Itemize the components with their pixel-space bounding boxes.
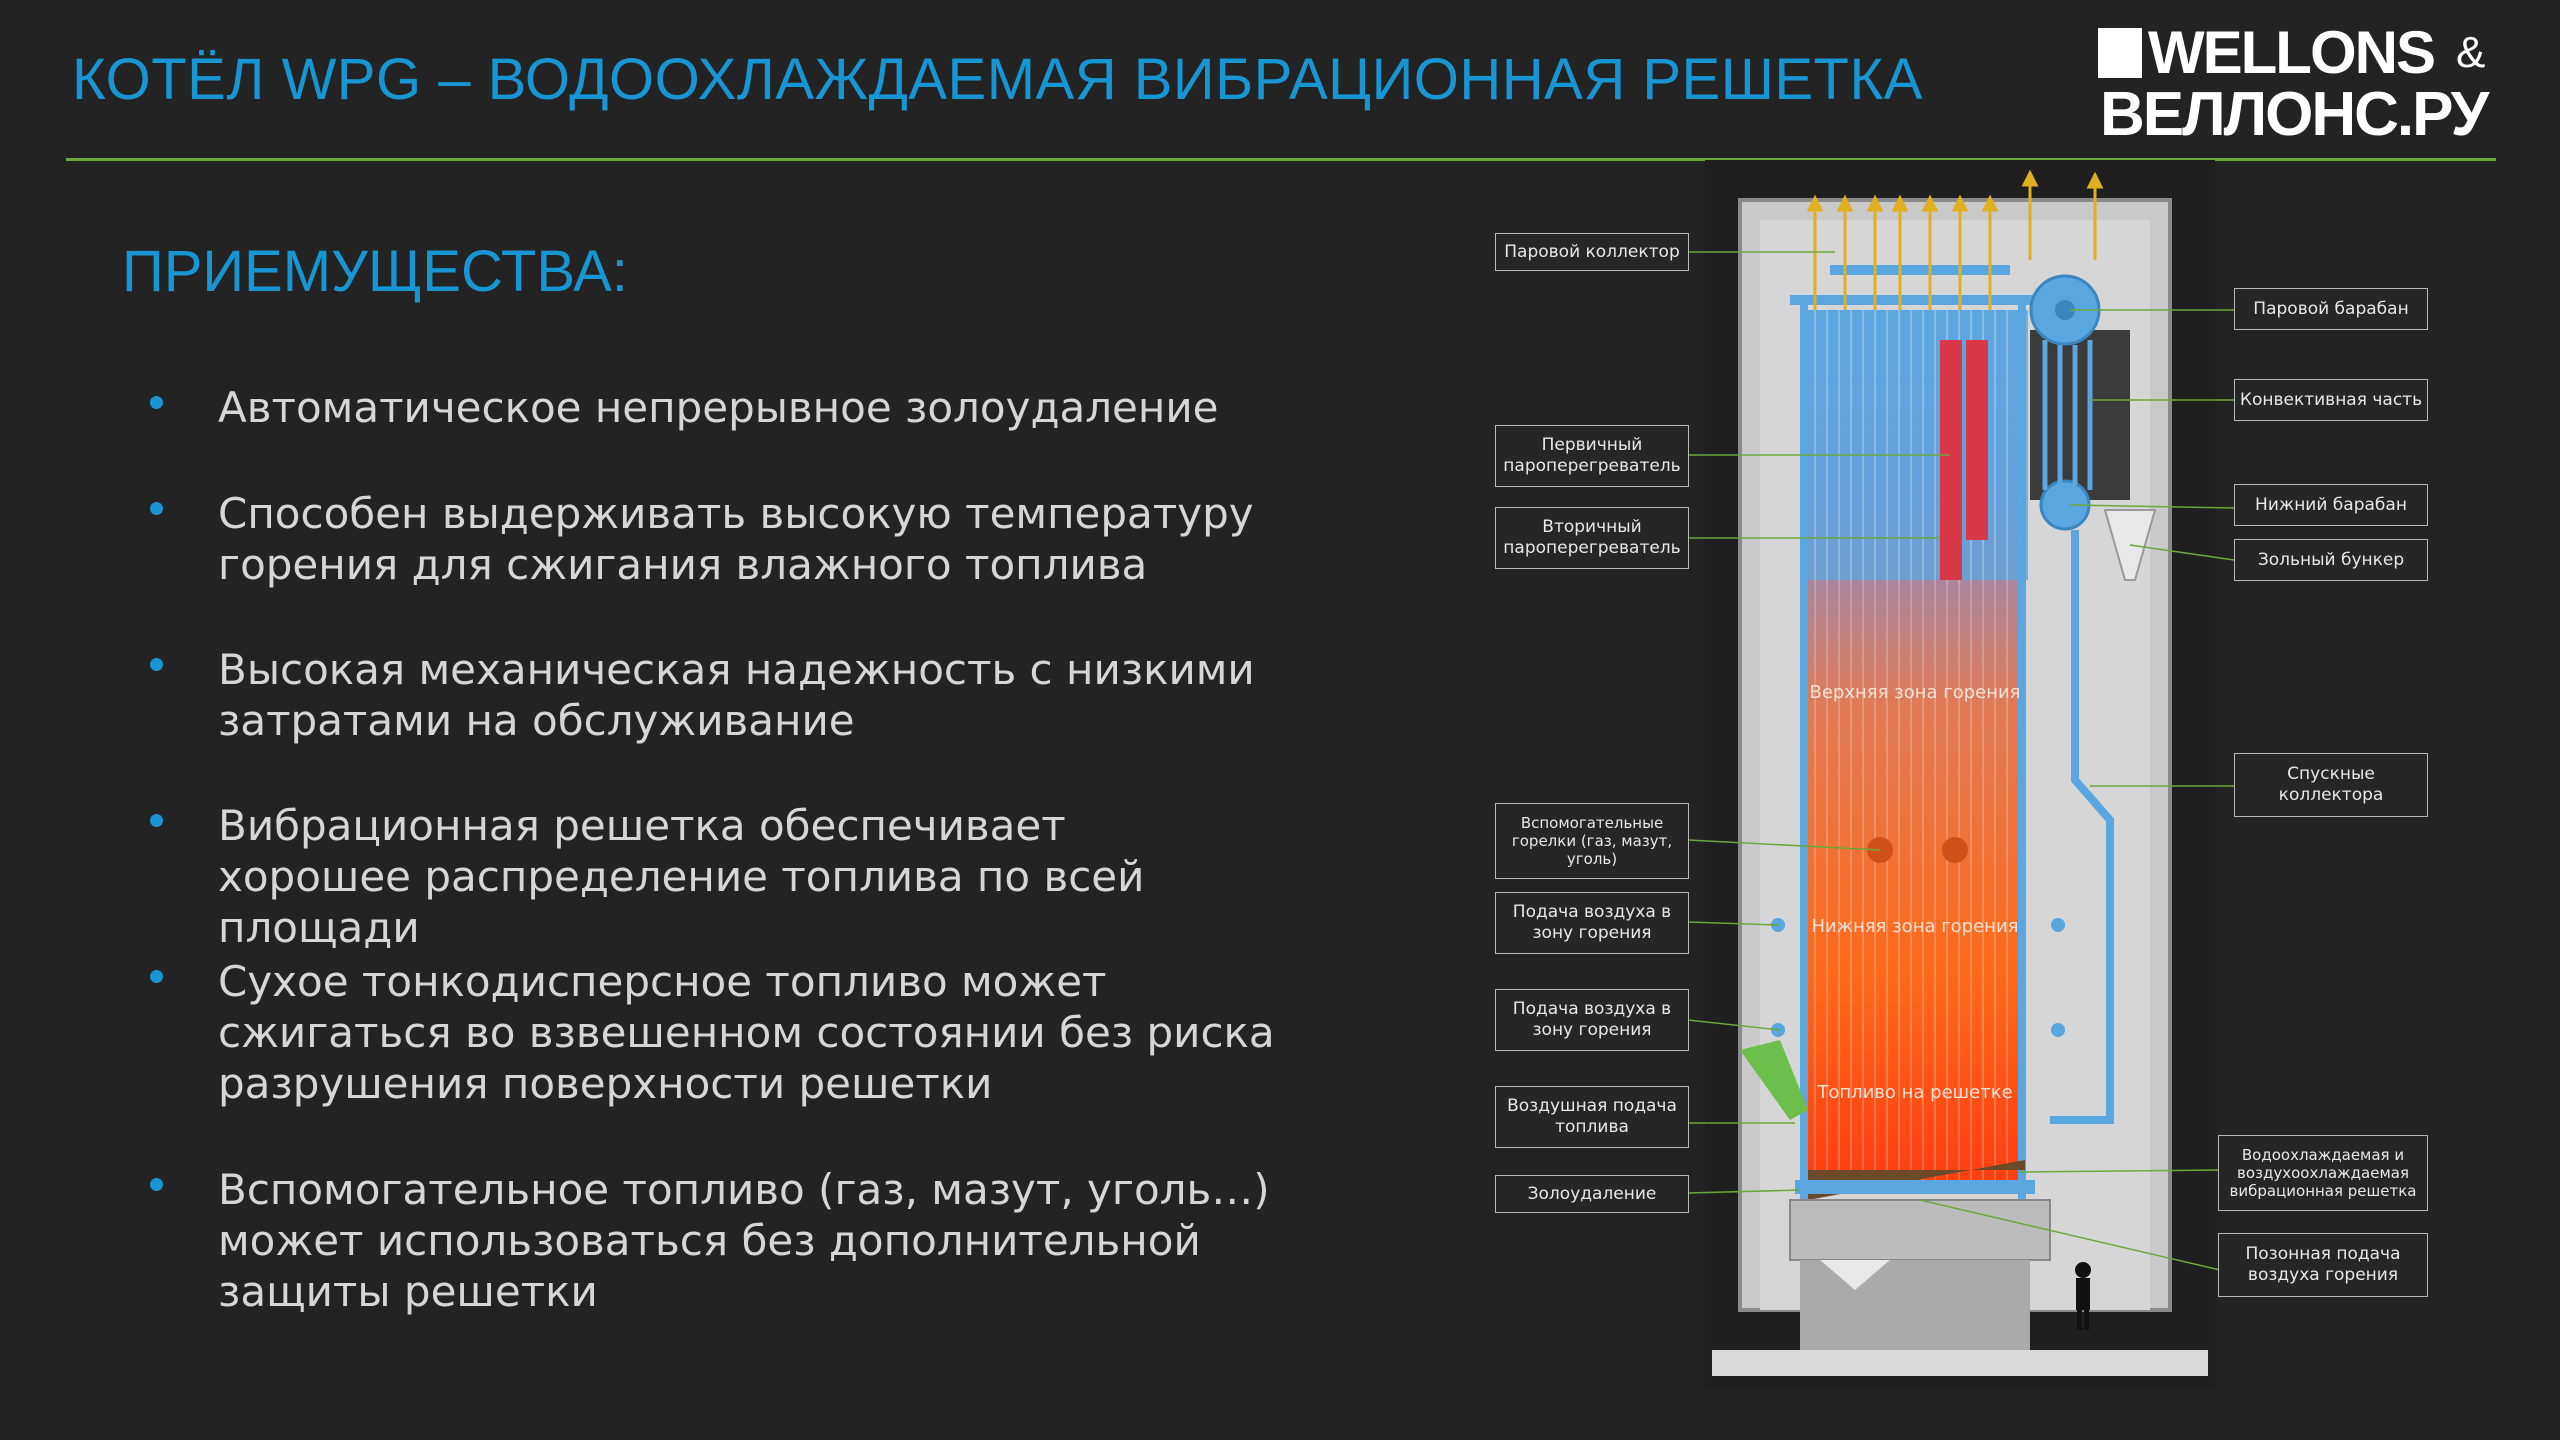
label-ash-hopper: Зольный бункер (2234, 539, 2428, 581)
list-item-text: Вибрационная решетка обеспечивает хорошее распределение топлива по всей площади (218, 801, 1145, 952)
label-ash-removal: Золоудаление (1495, 1175, 1689, 1213)
label-air-supply-1: Подача воздуха в зону горения (1495, 892, 1689, 954)
zone-upper: Верхняя зона горения (1809, 682, 2021, 703)
bullet-icon (150, 658, 163, 671)
company-logo (2098, 19, 2498, 149)
list-item (140, 956, 1348, 1109)
advantages-heading: ПРИЕМУЩЕСТВА: (122, 239, 628, 304)
label-air-supply-2: Подача воздуха в зону горения (1495, 989, 1689, 1051)
label-zoned-air: Позонная подача воздуха горения (2218, 1233, 2428, 1297)
bullet-icon (150, 502, 163, 515)
logo-ampersand: & (2455, 28, 2486, 77)
label-secondary-superheater: Вторичный пароперегреватель (1495, 507, 1689, 569)
list-item-text: Высокая механическая надежность с низкими затратами на обслуживание (218, 645, 1255, 745)
list-item-text: Способен выдерживать высокую температуру горения для сжигания влажного топлива (218, 489, 1254, 589)
label-primary-superheater: Первичный пароперегреватель (1495, 425, 1689, 487)
bullet-icon (150, 814, 163, 827)
logo-block-icon (2098, 28, 2142, 78)
list-item-text: Автоматическое непрерывное золоудаление (218, 383, 1219, 432)
label-steam-drum: Паровой барабан (2234, 288, 2428, 330)
list-item (140, 800, 1258, 953)
logo-line1: WELLONS (2148, 19, 2434, 86)
label-lower-drum: Нижний барабан (2234, 484, 2428, 526)
page-title: КОТЁЛ WPG – ВОДООХЛАЖДАЕМАЯ ВИБРАЦИОННАЯ РЕШЕТКА (72, 47, 1923, 112)
zone-fuel: Топливо на решетке (1817, 1082, 2013, 1103)
list-item (140, 644, 1468, 746)
label-aux-burners: Вспомогательные горелки (газ, мазут, уголь) (1495, 803, 1689, 879)
list-item (140, 1164, 1378, 1317)
list-item-text: Сухое тонкодисперсное топливо может сжигаться во взвешенном состоянии без риска разрушения поверхности решетки (218, 957, 1275, 1108)
label-convective: Конвективная часть (2234, 379, 2428, 421)
label-steam-collector: Паровой коллектор (1495, 233, 1689, 271)
label-downcomers: Спускные коллектора (2234, 753, 2428, 817)
label-pneumatic-feed: Воздушная подача топлива (1495, 1086, 1689, 1148)
boiler-diagram (1490, 160, 2450, 1400)
list-item (140, 488, 1278, 590)
logo-line2: ВЕЛЛОНС.РУ (2100, 80, 2488, 149)
bullet-icon (150, 1178, 163, 1191)
list-item (140, 382, 1219, 433)
list-item-text: Вспомогательное топливо (газ, мазут, уголь…) может использоваться без дополнительной защиты решетки (218, 1165, 1270, 1316)
zone-lower: Нижняя зона горения (1811, 916, 2019, 937)
label-grate: Водоохлаждаемая и воздухоохлаждаемая вибрационная решетка (2218, 1135, 2428, 1211)
bullet-icon (150, 970, 163, 983)
bullet-icon (150, 396, 163, 409)
